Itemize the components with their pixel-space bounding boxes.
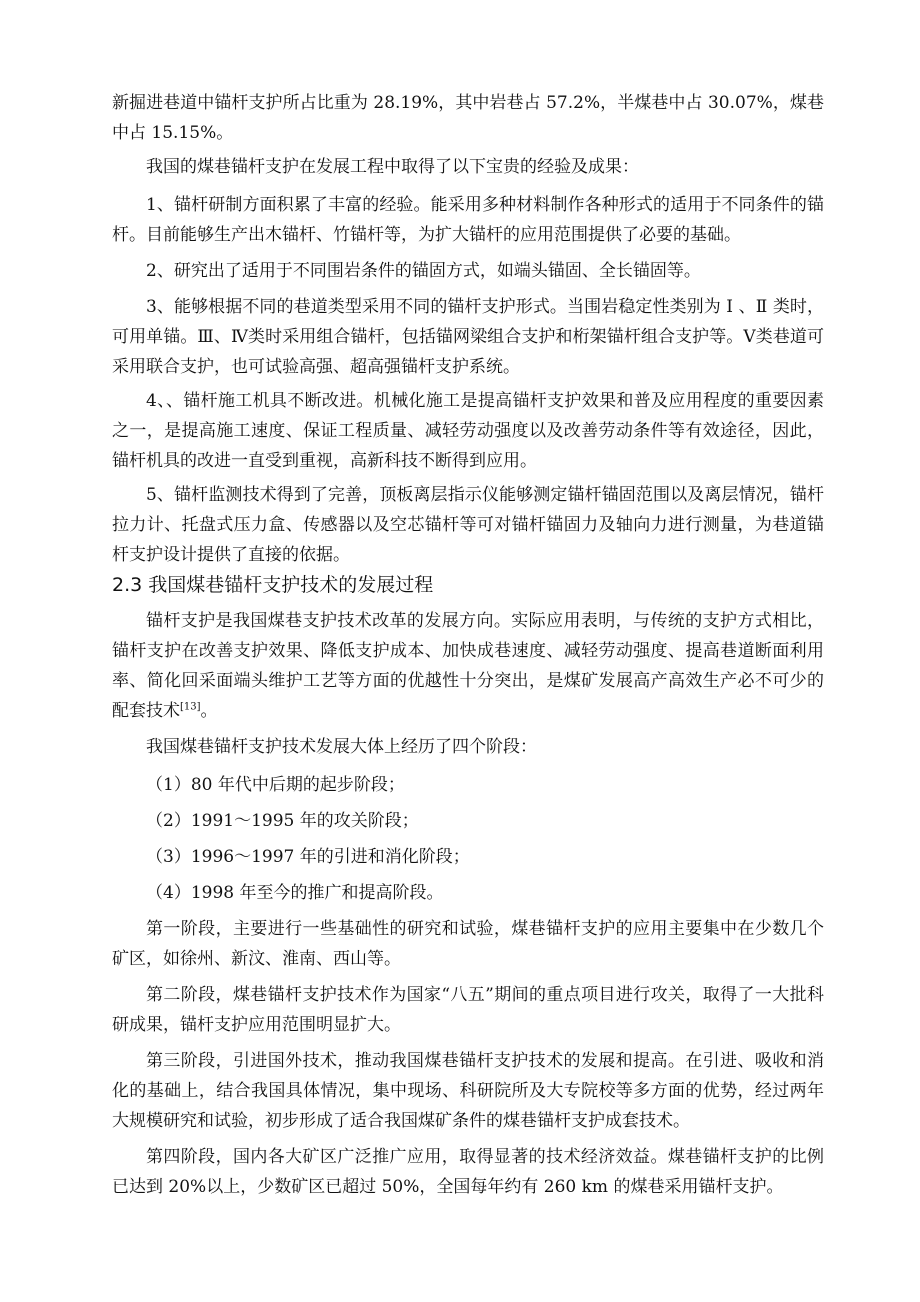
paragraph-anchor-intro	[112, 606, 824, 726]
stage-list-item-1: （1）80 年代中后期的起步阶段；	[146, 775, 405, 795]
paragraph-stage-4: 第四阶段，国内各大矿区广泛推广应用，取得显著的技术经济效益。煤巷锚杆支护的比例已达到 20%以上，少数矿区已超过 50%，全国每年约有 260 km 的煤巷采用锚杆支护。	[112, 1147, 824, 1197]
citation-reference: [13]	[180, 701, 201, 713]
paragraph-stage-3: 第三阶段，引进国外技术，推动我国煤巷锚杆支护技术的发展和提高。在引进、吸收和消化的基础上，结合我国具体情况，集中现场、科研院所及大专院校等多方面的优势，经过两年大规模研究和试验，初步形成了适合我国煤矿条件的煤巷锚杆支护成套技术。	[112, 1051, 824, 1131]
paragraph-experience-intro: 我国的煤巷锚杆支护在发展工程中取得了以下宝贵的经验及成果：	[146, 157, 639, 177]
paragraph-item-5: 5、锚杆监测技术得到了完善，顶板离层指示仪能够测定锚杆锚固范围以及离层情况，锚杆拉力计、托盘式压力盒、传感器以及空芯锚杆等可对锚杆锚固力及轴向力进行测量，为巷道锚杆支护设计提供了直接的依据。	[112, 485, 824, 565]
paragraph-item-2: 2、研究出了适用于不同围岩条件的锚固方式，如端头锚固、全长锚固等。	[146, 261, 701, 281]
paragraph-item-4: 4、、锚杆施工机具不断改进。机械化施工是提高锚杆支护效果和普及应用程度的重要因素之一，是提高施工速度、保证工程质量、减轻劳动强度以及改善劳动条件等有效途径，因此，锚杆机具的改进一直受到重视，高新科技不断得到应用。	[112, 391, 824, 471]
paragraph-item-1: 1、锚杆研制方面积累了丰富的经验。能采用多种材料制作各种形式的适用于不同条件的锚杆。目前能够生产出木锚杆、竹锚杆等，为扩大锚杆的应用范围提供了必要的基础。	[112, 195, 824, 245]
paragraph-item-3: 3、能够根据不同的巷道类型采用不同的锚杆支护形式。当围岩稳定性类别为 Ⅰ 、Ⅱ 类时，可用单锚。Ⅲ、Ⅳ类时采用组合锚杆，包括锚网梁组合支护和桁架锚杆组合支护等。Ⅴ类巷道可采用联合支护，也可试验高强、超高强锚杆支护系统。	[112, 297, 824, 377]
stage-list-item-4: （4）1998 年至今的推广和提高阶段。	[146, 883, 444, 903]
paragraph-stages-intro: 我国煤巷锚杆支护技术发展大体上经历了四个阶段：	[146, 737, 537, 757]
section-heading: 2.3 我国煤巷锚杆支护技术的发展过程	[112, 574, 434, 596]
paragraph-stage-1: 第一阶段，主要进行一些基础性的研究和试验，煤巷锚杆支护的应用主要集中在少数几个矿区，如徐州、新汶、淮南、西山等。	[112, 919, 824, 969]
stage-list-item-3: （3）1996～1997 年的引进和消化阶段；	[146, 847, 470, 867]
paragraph-anchor-intro-text: 锚杆支护是我国煤巷支护技术改革的发展方向。实际应用表明，与传统的支护方式相比，锚杆支护在改善支护效果、降低支护成本、加快成巷速度、减轻劳动强度、提高巷道断面利用率、简化回采面端头维护工艺等方面的优越性十分突出，是煤矿发展高产高效生产必不可少的配套技术	[112, 611, 824, 721]
paragraph-stage-2: 第二阶段，煤巷锚杆支护技术作为国家“八五”期间的重点项目进行攻关，取得了一大批科研成果，锚杆支护应用范围明显扩大。	[112, 985, 824, 1035]
paragraph-roadway-ratio: 新掘进巷道中锚杆支护所占比重为 28.19%，其中岩巷占 57.2%，半煤巷中占 30.07%，煤巷中占 15.15%。	[112, 93, 824, 143]
stage-list-item-2: （2）1991～1995 年的攻关阶段；	[146, 811, 419, 831]
paragraph-anchor-intro-end: 。	[200, 701, 218, 721]
